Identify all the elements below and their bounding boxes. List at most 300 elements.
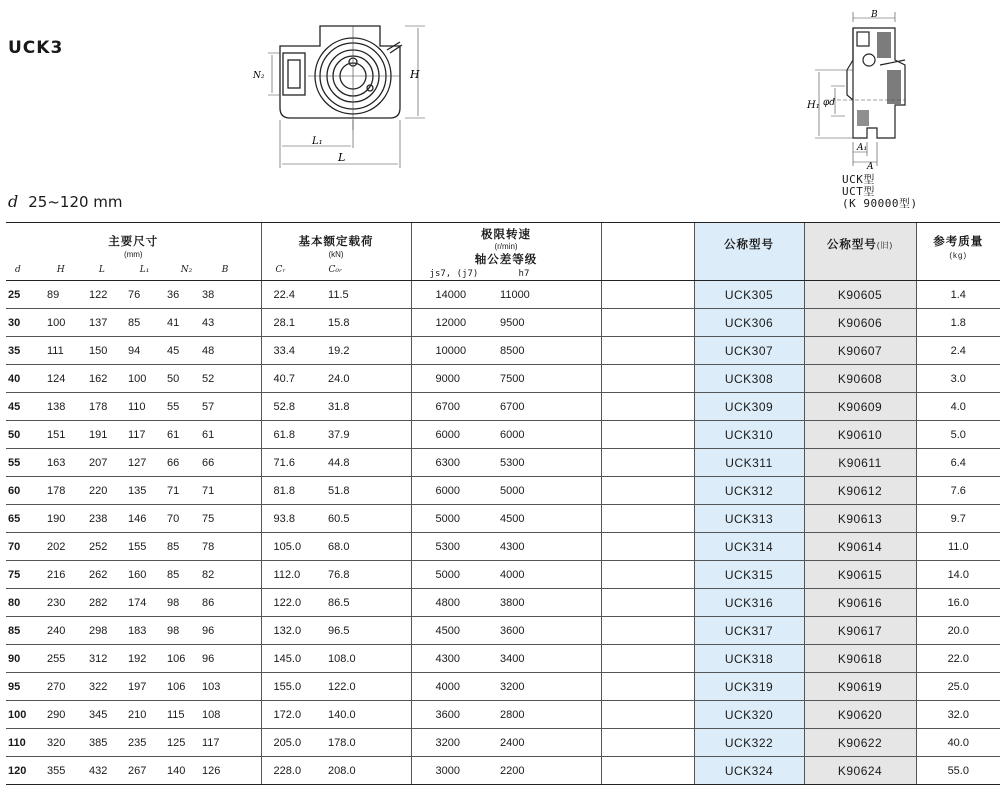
- cell-N2: 36: [155, 281, 195, 309]
- cell-js7: 4500: [411, 617, 486, 645]
- cell-B: 96: [195, 645, 261, 673]
- cell-d: 65: [6, 505, 35, 533]
- cell-L1: 174: [115, 589, 155, 617]
- cell-gap3: [601, 701, 694, 729]
- cell-mass: 16.0: [916, 589, 1000, 617]
- cell-N2: 115: [155, 701, 195, 729]
- cell-L: 137: [75, 309, 115, 337]
- cell-old: K90624: [804, 757, 916, 785]
- cell-gap3: [601, 365, 694, 393]
- label-B: B: [871, 10, 878, 20]
- cell-gap2: [551, 477, 601, 505]
- cell-model: UCK308: [694, 365, 804, 393]
- cell-B: 57: [195, 393, 261, 421]
- table-row: [6, 365, 1000, 393]
- table-row: [6, 617, 1000, 645]
- cell-H: 270: [35, 673, 75, 701]
- cell-C0r: 24.0: [316, 365, 371, 393]
- cell-H: 320: [35, 729, 75, 757]
- sym-Cr: Cᵣ: [275, 265, 286, 275]
- cell-B: 117: [195, 729, 261, 757]
- cell-Cr: 71.6: [261, 449, 316, 477]
- cell-N2: 98: [155, 617, 195, 645]
- cell-gap2: [551, 561, 601, 589]
- cell-L1: 100: [115, 365, 155, 393]
- type-note-line: UCK型: [842, 173, 875, 186]
- cell-L: 207: [75, 449, 115, 477]
- cell-Cr: 33.4: [261, 337, 316, 365]
- cell-gap3: [601, 729, 694, 757]
- cell-gap1: [371, 561, 411, 589]
- cell-gap2: [551, 393, 601, 421]
- cell-model: UCK316: [694, 589, 804, 617]
- cell-mass: 1.4: [916, 281, 1000, 309]
- cell-old: K90617: [804, 617, 916, 645]
- cell-gap2: [551, 729, 601, 757]
- cell-Cr: 205.0: [261, 729, 316, 757]
- cell-mass: 20.0: [916, 617, 1000, 645]
- cell-gap3: [601, 673, 694, 701]
- speed-title: 极限转速: [481, 229, 532, 241]
- cell-B: 103: [195, 673, 261, 701]
- cell-mass: 22.0: [916, 645, 1000, 673]
- label-N2: N₂: [253, 71, 265, 81]
- cell-gap1: [371, 337, 411, 365]
- cell-N2: 55: [155, 393, 195, 421]
- cell-gap2: [551, 421, 601, 449]
- cell-C0r: 86.5: [316, 589, 371, 617]
- cell-mass: 7.6: [916, 477, 1000, 505]
- cell-Cr: 132.0: [261, 617, 316, 645]
- cell-gap1: [371, 281, 411, 309]
- main-dims-title: 主要尺寸: [108, 236, 159, 248]
- cell-gap2: [551, 645, 601, 673]
- cell-h7: 3400: [486, 645, 551, 673]
- cell-gap1: [371, 477, 411, 505]
- label-L: L: [338, 151, 346, 164]
- table-row: [6, 337, 1000, 365]
- cell-js7: 3600: [411, 701, 486, 729]
- cell-L1: 160: [115, 561, 155, 589]
- cell-js7: 3200: [411, 729, 486, 757]
- cell-Cr: 172.0: [261, 701, 316, 729]
- cell-gap3: [601, 449, 694, 477]
- cell-Cr: 145.0: [261, 645, 316, 673]
- spacer-header: [601, 223, 694, 281]
- cell-Cr: 22.4: [261, 281, 316, 309]
- cell-L1: 197: [115, 673, 155, 701]
- cell-B: 78: [195, 533, 261, 561]
- cell-gap2: [551, 281, 601, 309]
- cell-h7: 4500: [486, 505, 551, 533]
- cell-d: 120: [6, 757, 35, 785]
- cell-model: UCK319: [694, 673, 804, 701]
- cell-old: K90607: [804, 337, 916, 365]
- label-H1: H₁: [807, 100, 820, 111]
- table-row: [6, 309, 1000, 337]
- cell-N2: 41: [155, 309, 195, 337]
- cell-d: 90: [6, 645, 35, 673]
- cell-model: UCK322: [694, 729, 804, 757]
- cell-B: 108: [195, 701, 261, 729]
- cell-js7: 14000: [411, 281, 486, 309]
- cell-mass: 14.0: [916, 561, 1000, 589]
- cell-h7: 8500: [486, 337, 551, 365]
- weight-unit: (kg): [949, 251, 968, 260]
- range-value: 25~120 mm: [28, 193, 123, 211]
- cell-mass: 9.7: [916, 505, 1000, 533]
- sym-h7: h7: [518, 269, 530, 279]
- cell-mass: 40.0: [916, 729, 1000, 757]
- table-row: [6, 645, 1000, 673]
- cell-d: 60: [6, 477, 35, 505]
- cell-N2: 125: [155, 729, 195, 757]
- dimension-range: [8, 192, 123, 211]
- cell-gap3: [601, 477, 694, 505]
- cell-C0r: 51.8: [316, 477, 371, 505]
- label-A1: A₁: [857, 143, 868, 153]
- cell-B: 82: [195, 561, 261, 589]
- cell-h7: 4000: [486, 561, 551, 589]
- cell-Cr: 112.0: [261, 561, 316, 589]
- cell-gap2: [551, 449, 601, 477]
- cell-N2: 106: [155, 645, 195, 673]
- load-unit: (kN): [328, 250, 344, 259]
- cell-gap3: [601, 533, 694, 561]
- label-phi-d: φd: [823, 98, 836, 108]
- cell-gap2: [551, 589, 601, 617]
- cell-mass: 6.4: [916, 449, 1000, 477]
- sym-d: d: [15, 265, 21, 275]
- cell-L: 282: [75, 589, 115, 617]
- cell-old: K90620: [804, 701, 916, 729]
- main-dims-header: [6, 223, 261, 281]
- cell-B: 48: [195, 337, 261, 365]
- cell-h7: 11000: [486, 281, 551, 309]
- cell-old: K90610: [804, 421, 916, 449]
- table-row: [6, 477, 1000, 505]
- cell-old: K90612: [804, 477, 916, 505]
- cell-H: 178: [35, 477, 75, 505]
- cell-d: 45: [6, 393, 35, 421]
- cell-C0r: 122.0: [316, 673, 371, 701]
- model-old-suffix: (旧): [876, 241, 894, 250]
- table-row: [6, 589, 1000, 617]
- cell-js7: 4800: [411, 589, 486, 617]
- cell-js7: 4300: [411, 645, 486, 673]
- cell-gap3: [601, 281, 694, 309]
- main-dims-unit: (mm): [123, 250, 143, 259]
- cell-L1: 146: [115, 505, 155, 533]
- cell-C0r: 76.8: [316, 561, 371, 589]
- cell-d: 50: [6, 421, 35, 449]
- cell-model: UCK315: [694, 561, 804, 589]
- cell-gap1: [371, 309, 411, 337]
- side-view-drawing: [805, 10, 915, 170]
- cell-model: UCK324: [694, 757, 804, 785]
- cell-h7: 4300: [486, 533, 551, 561]
- cell-js7: 4000: [411, 673, 486, 701]
- cell-N2: 98: [155, 589, 195, 617]
- cell-L1: 235: [115, 729, 155, 757]
- cell-gap3: [601, 589, 694, 617]
- table-row: [6, 449, 1000, 477]
- cell-old: K90605: [804, 281, 916, 309]
- cell-Cr: 122.0: [261, 589, 316, 617]
- weight-title: 参考质量: [933, 236, 984, 248]
- cell-d: 75: [6, 561, 35, 589]
- cell-L: 150: [75, 337, 115, 365]
- cell-N2: 140: [155, 757, 195, 785]
- cell-model: UCK311: [694, 449, 804, 477]
- cell-gap2: [551, 309, 601, 337]
- cell-gap3: [601, 617, 694, 645]
- cell-C0r: 208.0: [316, 757, 371, 785]
- cell-L: 312: [75, 645, 115, 673]
- cell-gap1: [371, 449, 411, 477]
- cell-L1: 267: [115, 757, 155, 785]
- cell-old: K90615: [804, 561, 916, 589]
- cell-gap2: [551, 757, 601, 785]
- cell-gap2: [551, 701, 601, 729]
- cell-N2: 50: [155, 365, 195, 393]
- cell-d: 70: [6, 533, 35, 561]
- cell-H: 202: [35, 533, 75, 561]
- model-old-title: 公称型号: [826, 239, 877, 251]
- cell-L1: 110: [115, 393, 155, 421]
- cell-d: 80: [6, 589, 35, 617]
- cell-L1: 183: [115, 617, 155, 645]
- cell-C0r: 11.5: [316, 281, 371, 309]
- table-row: [6, 757, 1000, 785]
- cell-C0r: 44.8: [316, 449, 371, 477]
- cell-H: 290: [35, 701, 75, 729]
- cell-N2: 106: [155, 673, 195, 701]
- cell-d: 100: [6, 701, 35, 729]
- type-note-line: UCT型: [842, 185, 875, 198]
- cell-model: UCK320: [694, 701, 804, 729]
- cell-C0r: 15.8: [316, 309, 371, 337]
- load-title: 基本额定载荷: [298, 236, 374, 248]
- cell-L1: 210: [115, 701, 155, 729]
- cell-B: 52: [195, 365, 261, 393]
- cell-H: 89: [35, 281, 75, 309]
- cell-mass: 2.4: [916, 337, 1000, 365]
- label-L1: L₁: [312, 136, 323, 147]
- cell-gap1: [371, 505, 411, 533]
- cell-js7: 3000: [411, 757, 486, 785]
- cell-gap2: [551, 617, 601, 645]
- cell-L1: 127: [115, 449, 155, 477]
- cell-N2: 45: [155, 337, 195, 365]
- cell-L1: 94: [115, 337, 155, 365]
- front-view-drawing: [250, 18, 430, 178]
- cell-C0r: 37.9: [316, 421, 371, 449]
- tolerance-title: 轴公差等级: [474, 254, 538, 266]
- label-H: H: [410, 68, 420, 81]
- cell-model: UCK305: [694, 281, 804, 309]
- cell-H: 100: [35, 309, 75, 337]
- cell-js7: 5000: [411, 505, 486, 533]
- cell-gap2: [551, 673, 601, 701]
- cell-model: UCK306: [694, 309, 804, 337]
- load-header: [261, 223, 411, 281]
- model-title: 公称型号: [724, 239, 775, 251]
- model-header: [694, 223, 804, 281]
- cell-h7: 3200: [486, 673, 551, 701]
- cell-old: K90609: [804, 393, 916, 421]
- cell-mass: 25.0: [916, 673, 1000, 701]
- cell-L1: 192: [115, 645, 155, 673]
- cell-L: 252: [75, 533, 115, 561]
- cell-Cr: 93.8: [261, 505, 316, 533]
- cell-js7: 12000: [411, 309, 486, 337]
- speed-unit: (r/min): [494, 242, 518, 251]
- cell-N2: 66: [155, 449, 195, 477]
- cell-Cr: 228.0: [261, 757, 316, 785]
- cell-L1: 155: [115, 533, 155, 561]
- cell-C0r: 108.0: [316, 645, 371, 673]
- cell-L: 178: [75, 393, 115, 421]
- cell-d: 95: [6, 673, 35, 701]
- cell-h7: 7500: [486, 365, 551, 393]
- cell-gap3: [601, 505, 694, 533]
- cell-N2: 61: [155, 421, 195, 449]
- cell-model: UCK317: [694, 617, 804, 645]
- cell-mass: 3.0: [916, 365, 1000, 393]
- cell-gap1: [371, 757, 411, 785]
- cell-gap2: [551, 337, 601, 365]
- cell-js7: 5000: [411, 561, 486, 589]
- cell-gap2: [551, 505, 601, 533]
- cell-Cr: 155.0: [261, 673, 316, 701]
- cell-C0r: 178.0: [316, 729, 371, 757]
- range-symbol: d: [8, 192, 19, 211]
- cell-model: UCK314: [694, 533, 804, 561]
- cell-L: 191: [75, 421, 115, 449]
- cell-h7: 6000: [486, 421, 551, 449]
- cell-H: 111: [35, 337, 75, 365]
- table-row: [6, 533, 1000, 561]
- cell-old: K90618: [804, 645, 916, 673]
- cell-B: 75: [195, 505, 261, 533]
- cell-L1: 85: [115, 309, 155, 337]
- sym-C0r: C₀ᵣ: [328, 265, 343, 275]
- cell-gap3: [601, 561, 694, 589]
- cell-Cr: 61.8: [261, 421, 316, 449]
- table-row: [6, 673, 1000, 701]
- speed-header: [411, 223, 601, 281]
- cell-H: 255: [35, 645, 75, 673]
- cell-old: K90613: [804, 505, 916, 533]
- cell-model: UCK310: [694, 421, 804, 449]
- cell-mass: 11.0: [916, 533, 1000, 561]
- cell-mass: 32.0: [916, 701, 1000, 729]
- cell-d: 85: [6, 617, 35, 645]
- cell-gap1: [371, 673, 411, 701]
- cell-B: 71: [195, 477, 261, 505]
- cell-H: 230: [35, 589, 75, 617]
- cell-B: 96: [195, 617, 261, 645]
- cell-d: 110: [6, 729, 35, 757]
- cell-C0r: 96.5: [316, 617, 371, 645]
- cell-N2: 85: [155, 533, 195, 561]
- sym-L1: L₁: [139, 265, 150, 275]
- cell-mass: 1.8: [916, 309, 1000, 337]
- cell-mass: 55.0: [916, 757, 1000, 785]
- cell-gap3: [601, 309, 694, 337]
- cell-H: 240: [35, 617, 75, 645]
- cell-model: UCK312: [694, 477, 804, 505]
- cell-h7: 3600: [486, 617, 551, 645]
- cell-H: 190: [35, 505, 75, 533]
- cell-d: 25: [6, 281, 35, 309]
- cell-js7: 10000: [411, 337, 486, 365]
- cell-L: 238: [75, 505, 115, 533]
- cell-Cr: 105.0: [261, 533, 316, 561]
- cell-h7: 6700: [486, 393, 551, 421]
- cell-h7: 9500: [486, 309, 551, 337]
- cell-B: 43: [195, 309, 261, 337]
- cell-gap1: [371, 393, 411, 421]
- cell-Cr: 40.7: [261, 365, 316, 393]
- cell-gap1: [371, 589, 411, 617]
- cell-H: 216: [35, 561, 75, 589]
- cell-gap2: [551, 533, 601, 561]
- cell-gap1: [371, 533, 411, 561]
- cell-B: 86: [195, 589, 261, 617]
- page-title: UCK3: [8, 38, 64, 58]
- cell-js7: 5300: [411, 533, 486, 561]
- cell-gap3: [601, 757, 694, 785]
- cell-H: 163: [35, 449, 75, 477]
- cell-model: UCK313: [694, 505, 804, 533]
- cell-gap3: [601, 645, 694, 673]
- cell-C0r: 68.0: [316, 533, 371, 561]
- cell-gap1: [371, 729, 411, 757]
- cell-h7: 5000: [486, 477, 551, 505]
- cell-gap1: [371, 617, 411, 645]
- cell-old: K90608: [804, 365, 916, 393]
- cell-H: 138: [35, 393, 75, 421]
- cell-C0r: 140.0: [316, 701, 371, 729]
- cell-B: 38: [195, 281, 261, 309]
- cell-Cr: 81.8: [261, 477, 316, 505]
- cell-L: 345: [75, 701, 115, 729]
- table-row: [6, 281, 1000, 309]
- type-note-line: (K 90000型): [842, 197, 918, 210]
- sym-L: L: [98, 265, 105, 275]
- cell-js7: 6000: [411, 421, 486, 449]
- cell-old: K90614: [804, 533, 916, 561]
- cell-L: 220: [75, 477, 115, 505]
- sym-js7: js7, (j7): [429, 269, 479, 279]
- table-row: [6, 729, 1000, 757]
- cell-Cr: 28.1: [261, 309, 316, 337]
- cell-gap2: [551, 365, 601, 393]
- cell-model: UCK309: [694, 393, 804, 421]
- cell-H: 124: [35, 365, 75, 393]
- cell-d: 40: [6, 365, 35, 393]
- cell-L1: 135: [115, 477, 155, 505]
- cell-d: 55: [6, 449, 35, 477]
- cell-old: K90611: [804, 449, 916, 477]
- table-row: [6, 393, 1000, 421]
- cell-L: 322: [75, 673, 115, 701]
- cell-B: 66: [195, 449, 261, 477]
- cell-H: 151: [35, 421, 75, 449]
- table-row: [6, 505, 1000, 533]
